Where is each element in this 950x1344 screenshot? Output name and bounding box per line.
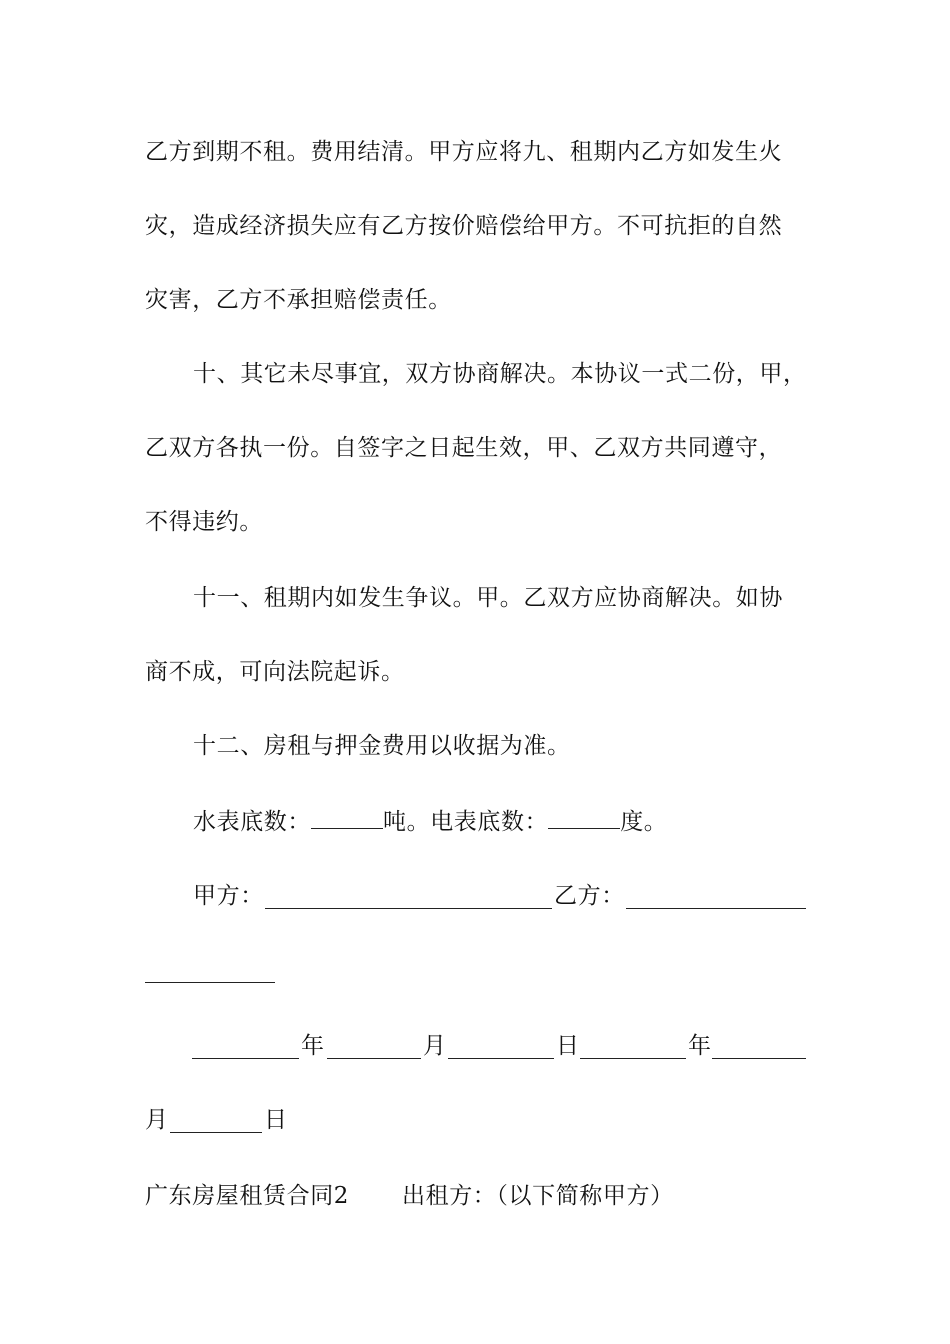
electric-meter-blank[interactable]: [548, 808, 620, 829]
paragraph-line-1: 乙方到期不租。费用结清。甲方应将九、租期内乙方如发生火: [145, 139, 783, 165]
clause-ten-line-1: 十、其它未尽事宜，双方协商解决。本协议一式二份，甲，: [193, 361, 807, 387]
party-a-signature-blank[interactable]: [265, 908, 552, 909]
party-a-year-blank[interactable]: [192, 1058, 299, 1059]
meter-reading-line: [193, 807, 667, 837]
party-a-label: 甲方：: [193, 883, 264, 909]
party-b-day-label: 日: [264, 1107, 288, 1133]
party-a-day-label: 日: [556, 1033, 580, 1059]
party-b-signature-blank-continued[interactable]: [145, 982, 275, 983]
party-a-month-label: 月: [423, 1033, 447, 1059]
party-b-day-blank[interactable]: [170, 1132, 262, 1133]
electric-meter-label: 吨。电表底数：: [383, 809, 549, 835]
paragraph-line-2: 灾，造成经济损失应有乙方按价赔偿给甲方。不可抗拒的自然: [145, 213, 783, 239]
clause-eleven-line-1: 十一、租期内如发生争议。甲。乙双方应协商解决。如协: [193, 585, 783, 611]
party-a-year-label: 年: [301, 1033, 325, 1059]
party-a-day-blank[interactable]: [448, 1058, 554, 1059]
next-contract-title: 广东房屋租赁合同2: [145, 1183, 350, 1209]
clause-twelve-line: 十二、房租与押金费用以收据为准。: [193, 733, 571, 759]
party-b-signature-blank[interactable]: [626, 908, 806, 909]
party-b-year-label: 年: [688, 1033, 712, 1059]
party-b-label: 乙方：: [554, 883, 625, 909]
party-b-month-blank-start[interactable]: [712, 1058, 806, 1059]
party-b-month-label: 月: [145, 1107, 169, 1133]
paragraph-line-3: 灾害，乙方不承担赔偿责任。: [145, 287, 452, 313]
water-meter-blank[interactable]: [311, 808, 383, 829]
clause-eleven-line-2: 商不成，可向法院起诉。: [145, 659, 405, 685]
clause-ten-line-3: 不得违约。: [145, 509, 263, 535]
electric-meter-unit: 度。: [620, 809, 668, 835]
next-contract-lessor: 出租方：（以下简称甲方）: [402, 1183, 674, 1209]
party-a-month-blank[interactable]: [327, 1058, 421, 1059]
clause-ten-line-2: 乙双方各执一份。自签字之日起生效，甲、乙双方共同遵守，: [145, 435, 783, 461]
party-b-year-blank[interactable]: [580, 1058, 686, 1059]
water-meter-label: 水表底数：: [193, 809, 311, 835]
